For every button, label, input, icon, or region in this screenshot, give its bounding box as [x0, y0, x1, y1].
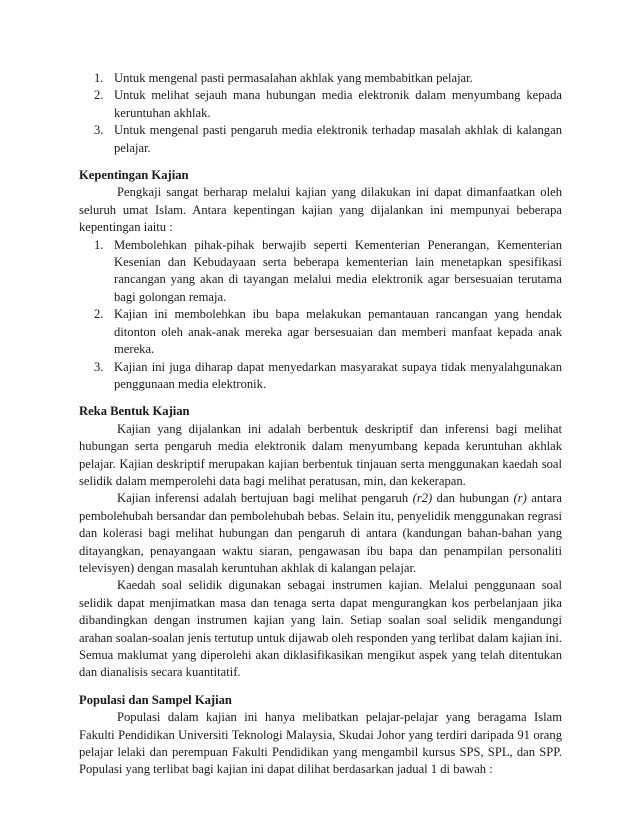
reka-bentuk-para-1: Kajian yang dijalankan ini adalah berbentuk deskriptif dan inferensi bagi melihat hubungan serta pengaruh media elektronik dalam menyumbang kepada keruntuhan akhlak pelajar. Kajian deskriptif merupakan kajian berbentuk tinjauan serta menggunakan kaedah soal selidik dalam memperolehi data bagi melihat peratusan, min, dan kekerapan. [79, 421, 562, 488]
heading-kepentingan: Kepentingan Kajian [79, 168, 189, 183]
heading-populasi: Populasi dan Sampel Kajian [79, 692, 232, 707]
kepentingan-list [79, 237, 562, 394]
list-item: 1. Untuk mengenal pasti permasalahan akhlak yang membabitkan pelajar. [94, 71, 473, 85]
list-item: 3. Untuk mengenal pasti pengaruh media elektronik terhadap masalah akhlak di kalangan pelajar. [94, 123, 562, 155]
list-item: 2. Untuk melihat sejauh mana hubungan media elektronik dalam menyumbang kepada keruntuhan akhlak. [94, 88, 562, 120]
reka-bentuk-para-2: Kajian inferensi adalah bertujuan bagi melihat pengaruh (r2) dan hubungan (r) antara pembolehubah bersandar dan pembolehubah bebas. Selain itu, penyelidik menggunakan regrasi dan kolerasi bagi melihat hubungan dan pengaruh di antara (kandungan bahan-bahan yang ditayangkan, penayangaan waktu siaran, pengawasan ibu bapa dan penampilan personaliti televisyen) dengan masalah keruntuhan akhlak di kalangan pelajar. [79, 491, 562, 575]
populasi-para: Populasi dalam kajian ini hanya melibatkan pelajar-pelajar yang beragama Islam Fakulti Pendidikan Universiti Teknologi Malaysia, Skudai Johor yang terdiri daripada 91 orang pelajar lelaki dan perempuan Fakulti Pendidikan yang mengambil kursus SPS, SPL, dan SPP. Populasi yang terlibat bagi kajian ini dapat dilihat berdasarkan jadual 1 di bawah : [79, 710, 562, 777]
list-item: 2. Kajian ini membolehkan ibu bapa melakukan pemantauan rancangan yang hendak ditonton oleh anak-anak mereka agar bersesuaian dan memberi manfaat kepada anak mereka. [94, 307, 562, 357]
heading-reka-bentuk: Reka Bentuk Kajian [79, 404, 190, 419]
objectives-list [79, 70, 562, 157]
list-item: 1. Membolehkan pihak-pihak berwajib seperti Kementerian Penerangan, Kementerian Kesenian dan Kebudayaan serta beberapa kementerian lain menetapkan spesifikasi rancangan yang akan di tayangan melalui media elektronik agar bersesuaian terutama bagi golongan remaja. [94, 237, 562, 304]
kepentingan-intro: Pengkaji sangat berharap melalui kajian yang dilakukan ini dapat dimanfaatkan oleh seluruh umat Islam. Antara kepentingan kajian yang dijalankan ini mempunyai beberapa kepentingan iaitu : [79, 185, 562, 235]
reka-bentuk-para-3: Kaedah soal selidik digunakan sebagai instrumen kajian. Melalui penggunaan soal selidik dapat menjimatkan masa dan tenaga serta dapat mengurangkan kos perbelanjaan jika dibandingkan dengan instrumen kajian yang lain. Setiap soalan soal selidik mengandungi arahan soalan-soalan jenis tertutup untuk dijawab oleh responden yang terlibat dalam kajian ini. Semua maklumat yang diperolehi akan diklasifikasikan mengikut aspek yang telah ditentukan dan dianalisis secara kuantitatif. [79, 578, 562, 680]
list-item: 3. Kajian ini juga diharap dapat menyedarkan masyarakat supaya tidak menyalahgunakan penggunaan media elektronik. [94, 359, 562, 391]
